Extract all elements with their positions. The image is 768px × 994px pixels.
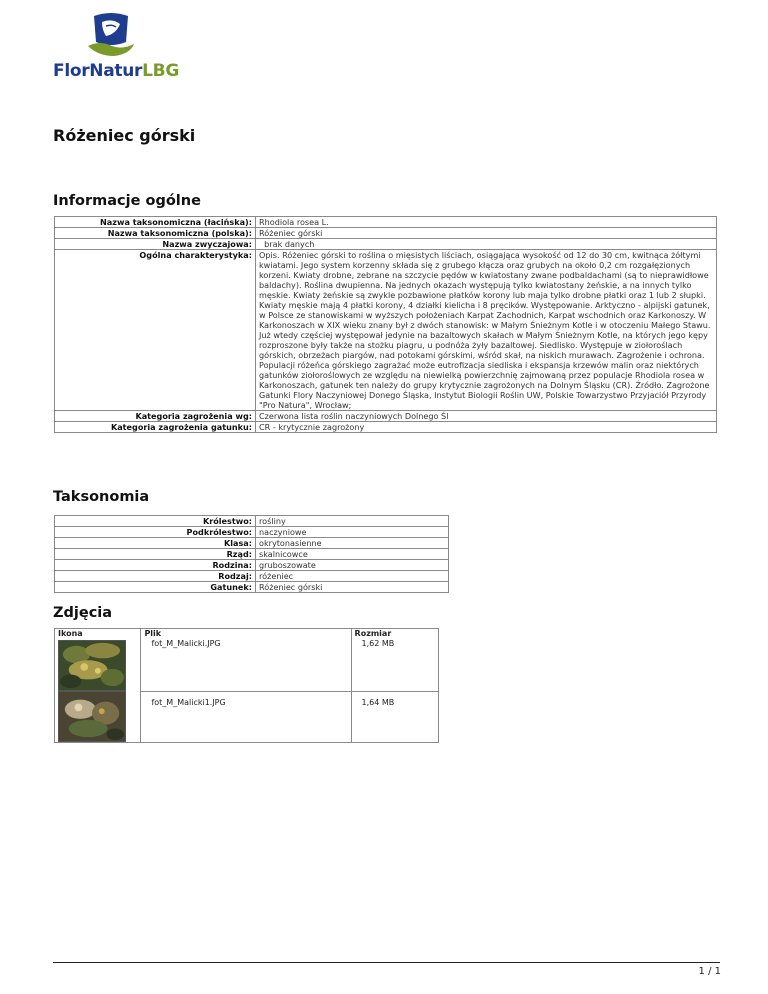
field-value: rośliny — [256, 516, 449, 527]
file-size: 1,62 MB — [361, 639, 395, 648]
section-heading-general: Informacje ogólne — [53, 193, 201, 209]
field-label: Rząd: — [55, 549, 256, 560]
field-value: Czerwona lista roślin naczyniowych Dolnego Śl — [256, 411, 717, 422]
field-value: Różeniec górski — [256, 582, 449, 593]
field-value: Rhodiola rosea L. — [256, 217, 717, 228]
file-cell — [141, 691, 351, 743]
plant-photo-icon[interactable] — [58, 691, 126, 742]
field-value: Różeniec górski — [256, 228, 717, 239]
field-label: Klasa: — [55, 538, 256, 549]
table-row — [55, 239, 717, 250]
table-row — [55, 538, 449, 549]
taxonomy-table — [54, 515, 449, 593]
field-label: Nazwa zwyczajowa: — [55, 239, 256, 250]
table-row — [55, 560, 449, 571]
field-value: okrytonasienne — [256, 538, 449, 549]
field-value: różeniec — [256, 571, 449, 582]
table-row — [55, 549, 449, 560]
logo-leaf-hand-icon — [86, 12, 136, 58]
field-value: naczyniowe — [256, 527, 449, 538]
table-row — [55, 582, 449, 593]
field-value: gruboszowate — [256, 560, 449, 571]
field-label: Rodzaj: — [55, 571, 256, 582]
logo-suffix-text: LBG — [142, 61, 179, 81]
page-indicator: 1 / 1 — [698, 966, 721, 977]
field-label: Kategoria zagrożenia wg: — [55, 411, 256, 422]
icon-cell — [55, 691, 141, 743]
table-row — [55, 691, 439, 743]
footer-divider — [53, 962, 720, 963]
field-label: Kategoria zagrożenia gatunku: — [55, 422, 256, 433]
field-label: Ogólna charakterystyka: — [55, 250, 256, 411]
field-label: Nazwa taksonomiczna (łacińska): — [55, 217, 256, 228]
column-header-icon: Ikona — [58, 629, 83, 638]
size-cell — [351, 691, 438, 743]
logo-wordmark — [53, 61, 179, 81]
file-cell — [141, 629, 351, 692]
table-row — [55, 516, 449, 527]
file-size: 1,64 MB — [361, 697, 395, 707]
table-row — [55, 217, 717, 228]
file-name-link[interactable]: fot_M_Malicki.JPG — [151, 639, 221, 648]
table-row — [55, 527, 449, 538]
page-title: Różeniec górski — [53, 126, 196, 145]
column-header-file: Plik — [144, 629, 162, 638]
table-row — [55, 411, 717, 422]
table-row — [55, 422, 717, 433]
icon-cell — [55, 629, 141, 692]
field-label: Królestwo: — [55, 516, 256, 527]
field-label: Rodzina: — [55, 560, 256, 571]
field-value: skalnicowce — [256, 549, 449, 560]
size-cell — [351, 629, 438, 692]
plant-photo-icon[interactable] — [58, 640, 126, 691]
section-heading-taxonomy: Taksonomia — [53, 489, 150, 505]
table-row — [55, 228, 717, 239]
column-header-size: Rozmiar — [354, 629, 392, 638]
section-heading-photos: Zdjęcia — [53, 605, 113, 621]
table-row — [55, 629, 439, 692]
field-label: Podkrólestwo: — [55, 527, 256, 538]
photos-table — [54, 628, 439, 743]
site-logo[interactable] — [53, 12, 179, 84]
file-name-link[interactable]: fot_M_Malicki1.JPG — [151, 697, 226, 707]
general-info-table — [54, 216, 717, 433]
logo-main-text: FlorNatur — [53, 61, 143, 81]
table-row — [55, 571, 449, 582]
description-value: Opis. Różeniec górski to roślina o mięsistych liściach, osiągająca wysokość od 12 do 30 cm, kwitnąca żółtymi kwiatami. Jego system korzenny składa się z grubego kłącza oraz grubych na około 0,2 cm rozgałęzionych korzeni. Kwiaty drobne, zebrane na szczycie pędów w kwiatostany zwane podbaldachami (są to nieprawidłowe baldachy). Roślina dwupienna. Na jednych okazach występują tylko kwiatostany żeńskie, a na innych tylko męskie. Kwiaty żeńskie są zwykle pozbawione płatków korony lub maja tylko drobne płatki oraz 1 lub 2 słupki. Kwiaty męskie mają 4 płatki korony, 4 działki kielicha i 8 pręcików. Występowanie. Arktyczno - alpijski gatunek, w Polsce ze stanowiskami w wyższych położeniach Karpat Zachodnich, Karpat wschodnich oraz Karkonoszy. W Karkonoszach w XIX wieku znany był z dwóch stanowisk: w Małym Śnieżnym Kotle i w otoczeniu Małego Stawu. Już wtedy częściej występował jedynie na bazaltowych skałach w Małym Śnieżnym Kotle, na których jego kępy rozproszone były także na stożku piagru, u podnóża żyły bazaltowej. Siedlisko. Występuje w ziołoroślach górskich, obrzeżach piargów, nad potokami górskimi, wśród skał, na niskich murawach. Zagrożenie i ochrona. Populacji różeńca górskiego zagrażać może eutrofizacja siedliska i ekspansja krzewów malin oraz niektórych gatunków ziołoroślowych ze względu na niewielką powierzchnię zajmowaną przez populacje Rhodiola rosea w Karkonoszach, gatunek ten należy do grupy krytycznie zagrożonych na Dolnym Śląsku (CR). Źródło. Zagrożone Gatunki Flory Naczyniowej Donego Śląska, Instytut Biologii Roślin UW, Polskie Towarzystwo Przyjaciół Przyrody "Pro Natura", Wrocław; — [256, 250, 717, 411]
field-value: brak danych — [256, 239, 717, 250]
field-value: CR - krytycznie zagrożony — [256, 422, 717, 433]
field-label: Nazwa taksonomiczna (polska): — [55, 228, 256, 239]
table-row — [55, 250, 717, 411]
field-label: Gatunek: — [55, 582, 256, 593]
